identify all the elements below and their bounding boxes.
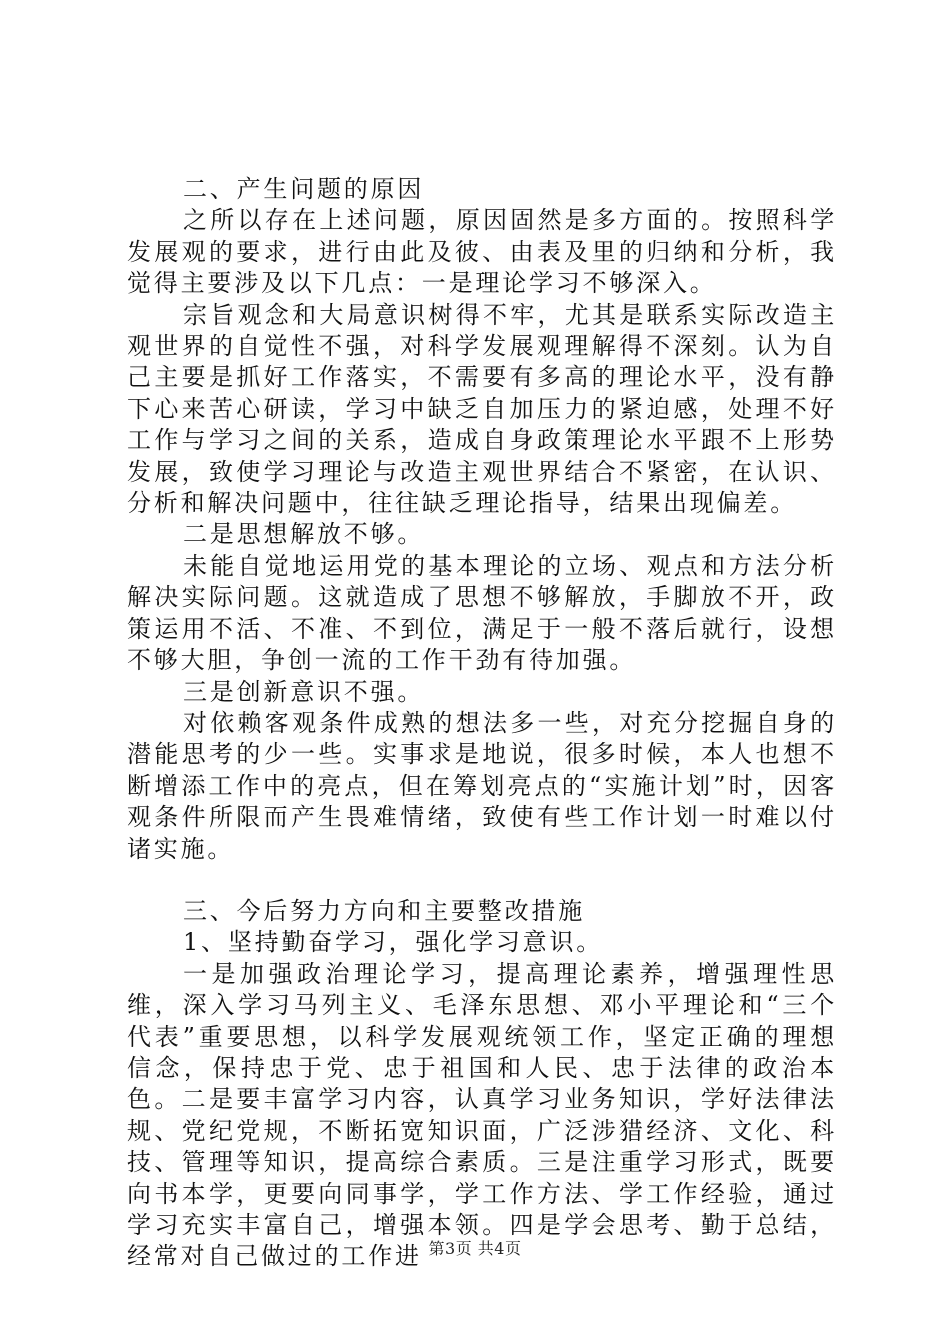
paragraph: 一是加强政治理论学习，提高理论素养，增强理性思维，深入学习马列主义、毛泽东思想、邓小平理论和“三个代表”重要思想，以科学发展观统领工作，坚定正确的理想信念，保持忠于党、忠于祖国和人民、忠于法律的政治本色。二是要丰富学习内容，认真学习业务知识，学好法律法规、党纪党规，不断拓宽知识面，广泛涉猎经济、文化、科技、管理等知识，提高综合素质。三是注重学习形式，既要向书本学，更要向同事学，学工作方法、学工作经验，通过学习充实丰富自己，增强本领。四是学会思考、勤于总结，经常对自己做过的工作进 — [127, 959, 837, 1271]
paragraph: 三是创新意识不强。 — [183, 677, 425, 706]
paragraph: 1、坚持勤奋学习，强化学习意识。 — [183, 928, 604, 957]
document-body — [127, 174, 837, 1273]
paragraph: 宗旨观念和大局意识树得不牢，尤其是联系实际改造主观世界的自觉性不强，对科学发展观理解得不深刻。认为自己主要是抓好工作落实，不需要有多高的理论水平，没有静下心来苦心研读，学习中缺乏自加压力的紧迫感，处理不好工作与学习之间的关系，造成自身政策理论水平跟不上形势发展，致使学习理论与改造主观世界结合不紧密，在认识、分析和解决问题中，往往缺乏理论指导，结果出现偏差。 — [127, 300, 837, 518]
paragraph: 之所以存在上述问题，原因固然是多方面的。按照科学发展观的要求，进行由此及彼、由表及里的归纳和分析，我觉得主要涉及以下几点：一是理论学习不够深入。 — [127, 206, 837, 298]
paragraph: 二是思想解放不够。 — [183, 520, 425, 549]
section-heading: 二、产生问题的原因 — [183, 175, 425, 203]
paragraph: 未能自觉地运用党的基本理论的立场、观点和方法分析解决实际问题。这就造成了思想不够解放，手脚放不开，政策运用不活、不准、不到位，满足于一般不落后就行，设想不够大胆，争创一流的工作干劲有待加强。 — [127, 551, 837, 675]
page-footer: 第3页 共4页 — [428, 1239, 522, 1258]
paragraph: 对依赖客观条件成熟的想法多一些，对充分挖掘自身的潜能思考的少一些。实事求是地说，很多时候，本人也想不断增添工作中的亮点，但在筹划亮点的“实施计划”时，因客观条件所限而产生畏难情绪，致使有些工作计划一时难以付诸实施。 — [127, 708, 837, 863]
section-heading: 三、今后努力方向和主要整改措施 — [183, 896, 585, 925]
section-spacer — [127, 865, 837, 896]
